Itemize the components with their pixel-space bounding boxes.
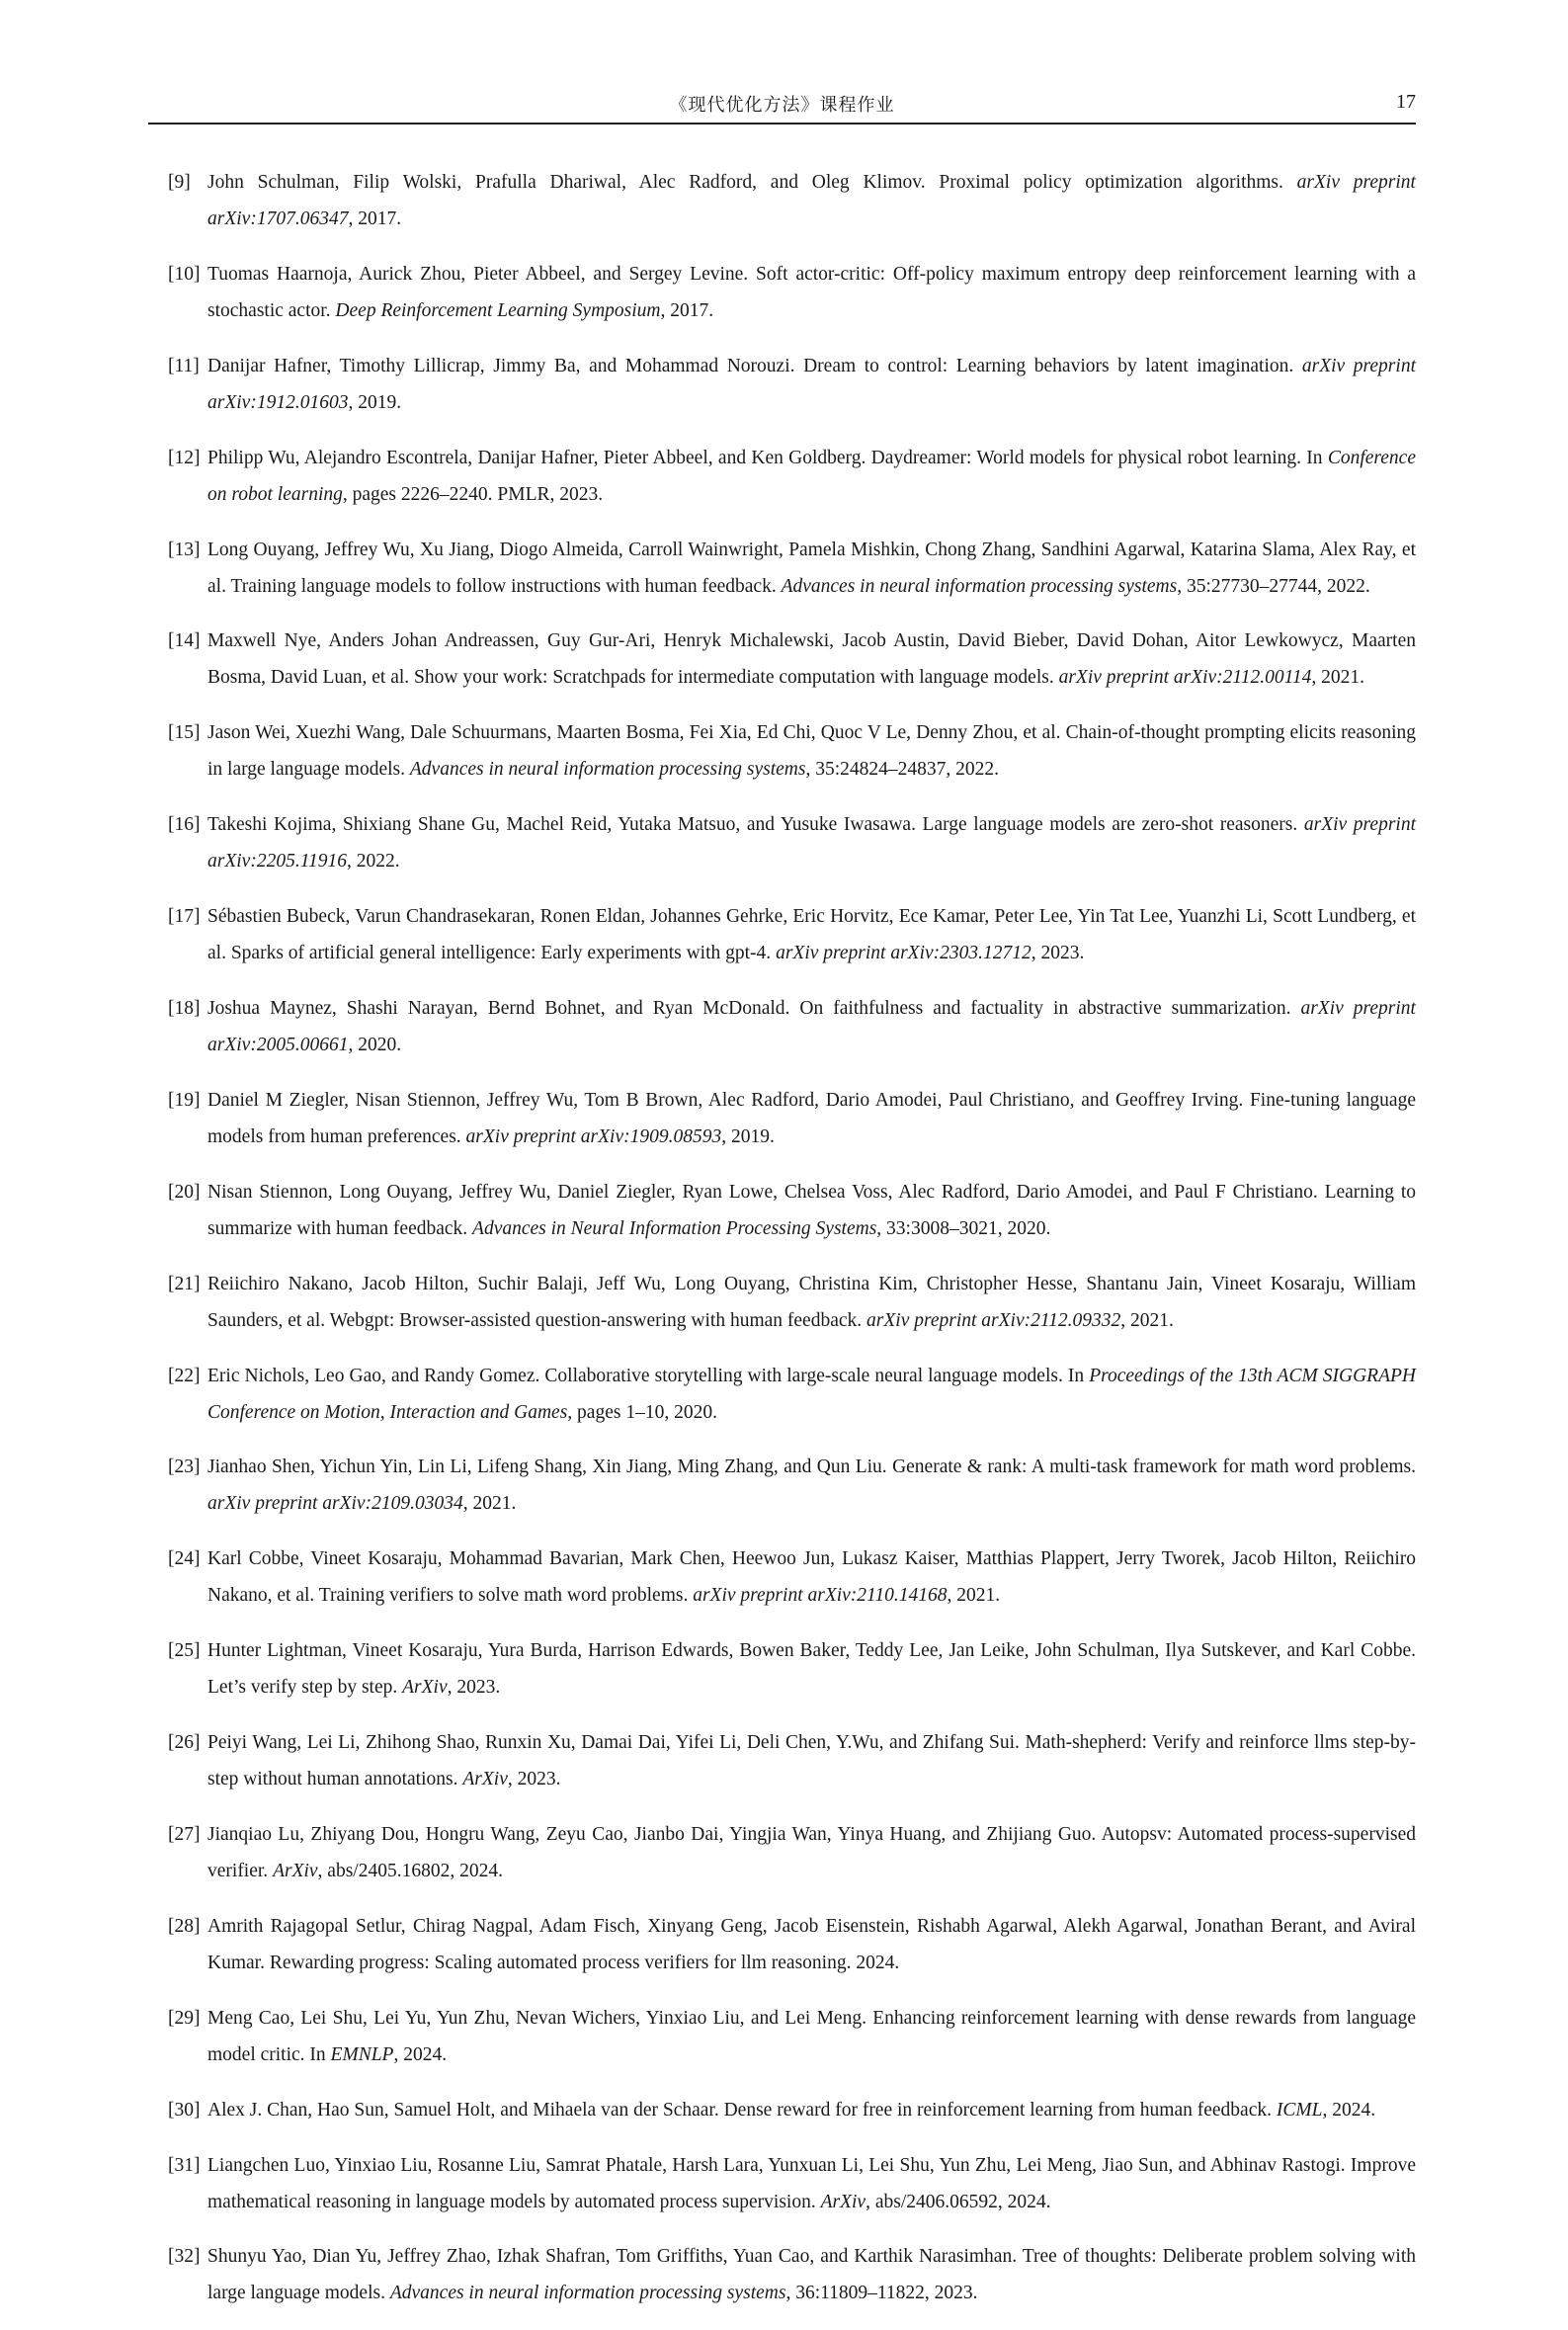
reference-authors-title: Joshua Maynez, Shashi Narayan, Bernd Bohnet, and Ryan McDonald. On faithfulness and factuality in abstractive summarization. <box>207 998 1301 1020</box>
reference-details: , 2021. <box>1311 667 1365 689</box>
reference-authors-title: Eric Nichols, Leo Gao, and Randy Gomez. Collaborative storytelling with large-scale neural language models. In <box>207 1365 1090 1386</box>
page-header <box>148 87 1416 125</box>
reference-item <box>148 2147 1416 2220</box>
reference-venue: Advances in Neural Information Processing Systems <box>472 1217 877 1239</box>
reference-details: , 2020. <box>348 1035 402 1056</box>
reference-item <box>148 2238 1416 2311</box>
reference-text <box>207 906 1416 963</box>
reference-venue: ArXiv <box>402 1677 448 1699</box>
reference-authors-title: Meng Cao, Lei Shu, Lei Yu, Yun Zhu, Nevan Wichers, Yinxiao Liu, and Lei Meng. Enhancing reinforcement learning with dense rewards from language model critic. In <box>207 2007 1416 2065</box>
reference-number: [26] <box>168 1732 201 1754</box>
reference-number: [15] <box>168 722 201 744</box>
reference-number: [21] <box>168 1273 201 1294</box>
reference-details: , 35:24824–24837, 2022. <box>805 759 1000 781</box>
reference-venue: arXiv preprint arXiv:2303.12712 <box>776 943 1032 964</box>
reference-details: , pages 1–10, 2020. <box>567 1401 717 1423</box>
reference-number: [14] <box>168 630 201 652</box>
reference-authors-title: Jianqiao Lu, Zhiyang Dou, Hongru Wang, Zeyu Cao, Jianbo Dai, Yingjia Wan, Yinya Huang, and Zhijiang Guo. Autopsv: Automated process-supervised verifier. <box>207 1824 1416 1882</box>
header-title: 《现代优化方法》课程作业 <box>669 95 895 116</box>
reference-number: [9] <box>168 172 191 193</box>
reference-authors-title: Peiyi Wang, Lei Li, Zhihong Shao, Runxin Xu, Damai Dai, Yifei Li, Deli Chen, Y.Wu, and Zhifang Sui. Math-shepherd: Verify and reinforce llms step-by-step without human annotations. <box>207 1732 1416 1790</box>
reference-details: , abs/2405.16802, 2024. <box>317 1861 503 1882</box>
reference-venue: Advances in neural information processing systems <box>409 759 806 781</box>
reference-text <box>207 1090 1416 1147</box>
reference-details: , 2017. <box>348 208 402 229</box>
reference-text <box>207 2155 1416 2212</box>
reference-authors-title: Maxwell Nye, Anders Johan Andreassen, Guy Gur-Ari, Henryk Michalewski, Jacob Austin, David Bieber, David Dohan, Aitor Lewkowycz, Maarten Bosma, David Luan, et al. Show your work: Scratchpads for intermediate computation with language models. <box>207 630 1416 689</box>
reference-item <box>148 440 1416 513</box>
reference-text <box>207 1824 1416 1881</box>
reference-number: [25] <box>168 1640 201 1662</box>
reference-text <box>207 172 1416 229</box>
reference-text <box>207 1732 1416 1789</box>
reference-item <box>148 348 1416 421</box>
reference-authors-title: Long Ouyang, Jeffrey Wu, Xu Jiang, Diogo Almeida, Carroll Wainwright, Pamela Mishkin, Chong Zhang, Sandhini Agarwal, Katarina Slama, Alex Ray, et al. Training language models to follow instructions with human feedback. <box>207 539 1416 597</box>
reference-authors-title: Tuomas Haarnoja, Aurick Zhou, Pieter Abbeel, and Sergey Levine. Soft actor-critic: Off-policy maximum entropy deep reinforcement learning with a stochastic actor. <box>207 263 1416 321</box>
reference-details: , 2021. <box>1120 1309 1174 1331</box>
reference-authors-title: Sébastien Bubeck, Varun Chandrasekaran, Ronen Eldan, Johannes Gehrke, Eric Horvitz, Ece Kamar, Peter Lee, Yin Tat Lee, Yuanzhi Li, Scott Lundberg, et al. Sparks of artificial general intelligence: Early experiments with gpt-4. <box>207 906 1416 964</box>
reference-authors-title: Shunyu Yao, Dian Yu, Jeffrey Zhao, Izhak Shafran, Tom Griffiths, Yuan Cao, and Karthik Narasimhan. Tree of thoughts: Deliberate problem solving with large language models. <box>207 2246 1416 2304</box>
reference-number: [30] <box>168 2099 201 2121</box>
reference-item <box>148 623 1416 696</box>
reference-details: , 2023. <box>507 1769 561 1790</box>
reference-item <box>148 1816 1416 1889</box>
reference-number: [28] <box>168 1915 201 1937</box>
reference-item <box>148 256 1416 329</box>
reference-text <box>207 1182 1416 1239</box>
reference-venue: arXiv preprint arXiv:1912.01603 <box>207 355 1416 413</box>
reference-authors-title: Danijar Hafner, Timothy Lillicrap, Jimmy Ba, and Mohammad Norouzi. Dream to control: Learning behaviors by latent imagination. <box>207 355 1302 376</box>
reference-item <box>148 2092 1416 2128</box>
reference-number: [23] <box>168 1456 201 1478</box>
reference-venue: Advances in neural information processing systems <box>781 575 1178 597</box>
reference-item <box>148 1174 1416 1247</box>
reference-text <box>207 722 1416 780</box>
reference-venue: arXiv preprint arXiv:1707.06347 <box>207 172 1416 229</box>
reference-text <box>207 448 1416 505</box>
reference-venue: ICML <box>1276 2099 1323 2121</box>
reference-item <box>148 898 1416 971</box>
reference-details: , 2019. <box>721 1125 775 1147</box>
reference-number: [32] <box>168 2246 201 2268</box>
reference-authors-title: Philipp Wu, Alejandro Escontrela, Danijar Hafner, Pieter Abbeel, and Ken Goldberg. Daydreamer: World models for physical robot learning. In <box>207 447 1328 468</box>
reference-details: , 2021. <box>462 1493 517 1515</box>
reference-item <box>148 990 1416 1063</box>
reference-text <box>207 356 1416 413</box>
reference-authors-title: John Schulman, Filip Wolski, Prafulla Dhariwal, Alec Radford, and Oleg Klimov. Proximal policy optimization algorithms. <box>207 172 1297 193</box>
reference-venue: Proceedings of the 13th ACM SIGGRAPH Conference on Motion, Interaction and Games <box>207 1365 1416 1423</box>
reference-venue: arXiv preprint arXiv:2112.00114 <box>1058 667 1312 689</box>
reference-text <box>207 1548 1416 1606</box>
reference-text <box>207 630 1416 688</box>
reference-number: [18] <box>168 998 201 1020</box>
reference-details: , 35:27730–27744, 2022. <box>1177 575 1370 597</box>
reference-venue: ArXiv <box>273 1861 318 1882</box>
reference-authors-title: Reiichiro Nakano, Jacob Hilton, Suchir Balaji, Jeff Wu, Long Ouyang, Christina Kim, Christopher Hesse, Shantanu Jain, Vineet Kosaraju, William Saunders, et al. Webgpt: Browser-assisted question-answering with human feedback. <box>207 1273 1416 1331</box>
reference-number: [16] <box>168 814 201 836</box>
reference-item <box>148 714 1416 788</box>
reference-item <box>148 806 1416 879</box>
reference-item <box>148 1908 1416 1981</box>
reference-details: , 2023. <box>447 1677 501 1699</box>
reference-item <box>148 1449 1416 1522</box>
reference-details: , 2019. <box>348 391 402 413</box>
reference-authors-title: Alex J. Chan, Hao Sun, Samuel Holt, and Mihaela van der Schaar. Dense reward for free in reinforcement learning from human feedback. <box>207 2099 1277 2121</box>
reference-text <box>207 814 1416 872</box>
reference-number: [29] <box>168 2007 201 2029</box>
reference-details: , 2017. <box>660 299 714 321</box>
reference-item <box>148 1082 1416 1155</box>
page-number: 17 <box>1396 91 1416 113</box>
reference-item <box>148 1358 1416 1431</box>
reference-text <box>207 264 1416 321</box>
reference-text <box>207 1456 1416 1514</box>
reference-venue: arXiv preprint arXiv:2109.03034 <box>207 1493 463 1515</box>
reference-text <box>207 2008 1416 2065</box>
reference-item <box>148 1540 1416 1614</box>
reference-venue: Conference on robot learning <box>207 447 1416 505</box>
reference-number: [20] <box>168 1181 201 1203</box>
reference-details: , abs/2406.06592, 2024. <box>866 2191 1051 2212</box>
reference-details: , 33:3008–3021, 2020. <box>876 1217 1051 1239</box>
reference-venue: arXiv preprint arXiv:2110.14168 <box>693 1585 948 1607</box>
reference-details: , pages 2226–2240. PMLR, 2023. <box>342 483 604 505</box>
reference-item <box>148 1724 1416 1797</box>
reference-details: , 2024. <box>393 2043 448 2065</box>
reference-details: , 2022. <box>347 851 400 873</box>
reference-number: [24] <box>168 1548 201 1570</box>
reference-details: , 36:11809–11822, 2023. <box>785 2283 978 2304</box>
reference-list <box>148 164 1416 2330</box>
reference-item <box>148 164 1416 237</box>
reference-authors-title: Takeshi Kojima, Shixiang Shane Gu, Machel Reid, Yutaka Matsuo, and Yusuke Iwasawa. Large language models are zero-shot reasoners. <box>207 814 1304 836</box>
reference-venue: ArXiv <box>462 1769 508 1790</box>
reference-item <box>148 1266 1416 1339</box>
reference-number: [19] <box>168 1089 201 1111</box>
reference-item <box>148 2000 1416 2073</box>
reference-details: , 2023. <box>1031 943 1085 964</box>
reference-venue: arXiv preprint arXiv:2005.00661 <box>207 998 1416 1056</box>
reference-text <box>207 1274 1416 1331</box>
reference-venue: EMNLP <box>330 2043 394 2065</box>
reference-authors-title: Karl Cobbe, Vineet Kosaraju, Mohammad Bavarian, Mark Chen, Heewoo Jun, Lukasz Kaiser, Matthias Plappert, Jerry Tworek, Jacob Hilton, Reiichiro Nakano, et al. Training verifiers to solve math word problems. <box>207 1548 1416 1607</box>
reference-text <box>207 1916 1416 1973</box>
reference-item <box>148 1632 1416 1706</box>
reference-authors-title: Hunter Lightman, Vineet Kosaraju, Yura Burda, Harrison Edwards, Bowen Baker, Teddy Lee, Jan Leike, John Schulman, Ilya Sutskever, and Karl Cobbe. Let’s verify step by step. <box>207 1640 1416 1699</box>
reference-authors-title: Nisan Stiennon, Long Ouyang, Jeffrey Wu, Daniel Ziegler, Ryan Lowe, Chelsea Voss, Alec Radford, Dario Amodei, and Paul F Christiano. Learning to summarize with human feedback. <box>207 1181 1416 1239</box>
reference-text <box>207 1640 1416 1698</box>
reference-venue: arXiv preprint arXiv:1909.08593 <box>465 1125 722 1147</box>
reference-venue: arXiv preprint arXiv:2112.09332 <box>867 1309 1121 1331</box>
reference-details: , 2021. <box>947 1585 1001 1607</box>
reference-authors-title: Jason Wei, Xuezhi Wang, Dale Schuurmans, Maarten Bosma, Fei Xia, Ed Chi, Quoc V Le, Denny Zhou, et al. Chain-of-thought prompting elicits reasoning in large language models. <box>207 722 1416 781</box>
reference-text <box>207 998 1416 1055</box>
reference-venue: Deep Reinforcement Learning Symposium <box>335 299 661 321</box>
reference-number: [12] <box>168 447 201 468</box>
reference-number: [11] <box>168 355 200 376</box>
reference-number: [10] <box>168 263 201 285</box>
reference-text <box>207 2246 1416 2303</box>
reference-number: [22] <box>168 1365 201 1386</box>
reference-text <box>207 2100 1375 2121</box>
reference-text <box>207 540 1416 597</box>
reference-venue: Advances in neural information processing systems <box>389 2283 786 2304</box>
reference-item <box>148 532 1416 605</box>
reference-authors-title: Liangchen Luo, Yinxiao Liu, Rosanne Liu, Samrat Phatale, Harsh Lara, Yunxuan Li, Lei Shu, Yun Zhu, Lei Meng, Jiao Sun, and Abhinav Rastogi. Improve mathematical reasoning in language models by automated process supervision. <box>207 2154 1416 2212</box>
reference-number: [31] <box>168 2154 201 2176</box>
reference-details: , 2024. <box>1322 2099 1376 2121</box>
reference-venue: arXiv preprint arXiv:2205.11916 <box>207 814 1416 873</box>
reference-authors-title: Jianhao Shen, Yichun Yin, Lin Li, Lifeng Shang, Xin Jiang, Ming Zhang, and Qun Liu. Generate & rank: A multi-task framework for math word problems. <box>207 1456 1416 1478</box>
reference-authors-title: Daniel M Ziegler, Nisan Stiennon, Jeffrey Wu, Tom B Brown, Alec Radford, Dario Amodei, Paul Christiano, and Geoffrey Irving. Fine-tuning language models from human preferences. <box>207 1089 1416 1147</box>
reference-number: [13] <box>168 539 201 560</box>
reference-venue: ArXiv <box>820 2191 867 2212</box>
reference-authors-title: Amrith Rajagopal Setlur, Chirag Nagpal, Adam Fisch, Xinyang Geng, Jacob Eisenstein, Rishabh Agarwal, Alekh Agarwal, Jonathan Berant, and Aviral Kumar. Rewarding progress: Scaling automated process verifiers for llm reasoning. 2024. <box>207 1915 1416 1973</box>
reference-number: [17] <box>168 906 201 928</box>
reference-number: [27] <box>168 1824 201 1846</box>
reference-text <box>207 1366 1416 1423</box>
